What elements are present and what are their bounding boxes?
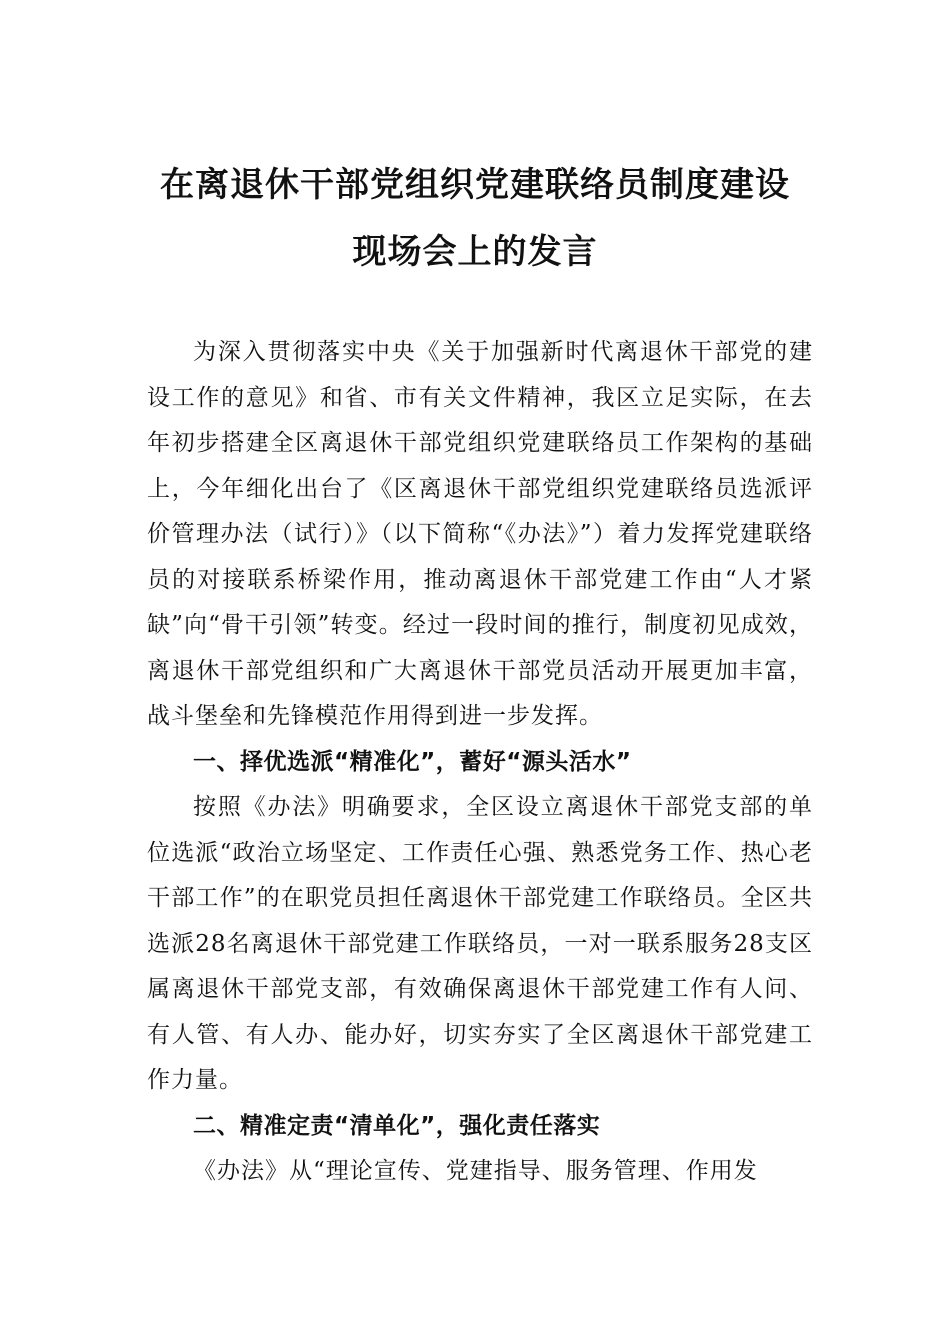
document-title-line-1: 在离退休干部党组织党建联络员制度建设	[160, 165, 790, 205]
intro-paragraph: 为深入贯彻落实中央《关于加强新时代离退休干部党的建设工作的意见》和省、市有关文件精神，我区立足实际，在去年初步搭建全区离退休干部党组织党建联络员工作架构的基础上，今年细化出台了《区离退休干部党组织党建联络员选派评价管理办法（试行）》（以下简称“《办法》”）着力发挥党建联络员的对接联系桥梁作用，推动离退休干部党建工作由“人才紧缺”向“骨干引领”转变。经过一段时间的推行，制度初见成效，离退休干部党组织和广大离退休干部党员活动开展更加丰富，战斗堡垒和先锋模范作用得到进一步发挥。	[147, 339, 813, 729]
document-title-line-2: 现场会上的发言	[352, 232, 598, 272]
section-heading-2: 二、精准定责“清单化”，强化责任落实	[193, 1112, 601, 1139]
section-1-paragraph: 按照《办法》明确要求，全区设立离退休干部党支部的单位选派“政治立场坚定、工作责任心强、熟悉党务工作、热心老干部工作”的在职党员担任离退休干部党建工作联络员。全区共选派28名离退休干部党建工作联络员，一对一联系服务28支区属离退休干部党支部，有效确保离退休干部党建工作有人问、有人管、有人办、能办好，切实夯实了全区离退休干部党建工作力量。	[147, 794, 813, 1093]
section-heading-1: 一、择优选派“精准化”，蓄好“源头活水”	[193, 748, 632, 775]
section-2-paragraph: 《办法》从“理论宣传、党建指导、服务管理、作用发	[193, 1158, 758, 1184]
document-body	[147, 330, 813, 1195]
